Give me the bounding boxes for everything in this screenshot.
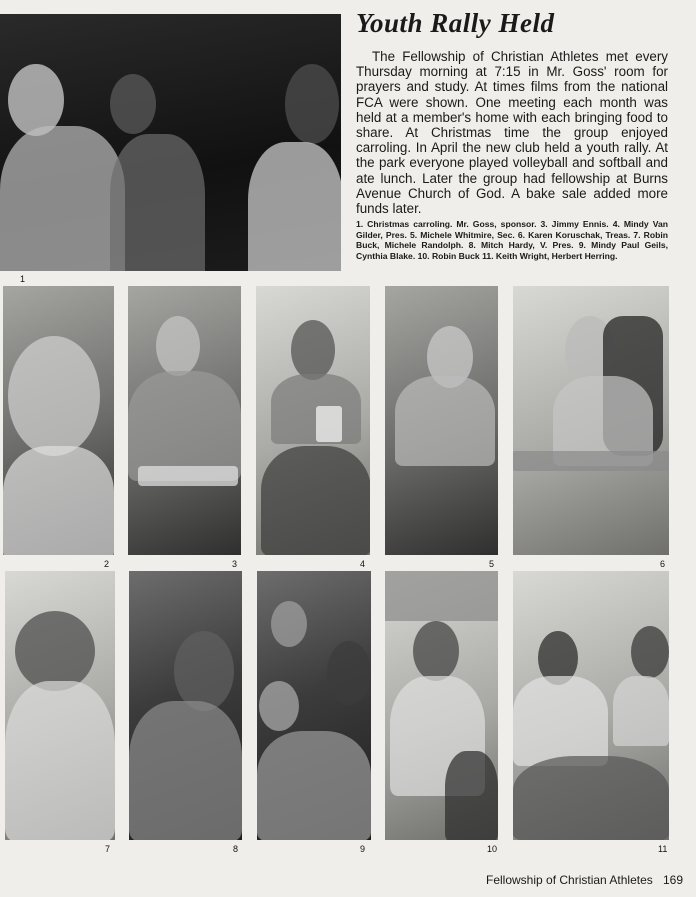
photo-1-number: 1: [20, 274, 26, 284]
photo-5: [385, 286, 498, 555]
photo-2: [3, 286, 114, 555]
photo-7: [5, 571, 115, 840]
photo-7-number: 7: [105, 844, 111, 854]
photo-3: [128, 286, 241, 555]
photo-1: [0, 14, 341, 271]
photo-11-number: 11: [658, 844, 668, 854]
photo-8: [129, 571, 242, 840]
photo-2-number: 2: [104, 559, 110, 569]
page-number: 169: [663, 873, 684, 887]
photo-9: [257, 571, 371, 840]
photo-4: [256, 286, 370, 555]
photo-10-number: 10: [487, 844, 498, 854]
photo-10: [385, 571, 498, 840]
photo-9-number: 9: [360, 844, 366, 854]
article-title: Youth Rally Held: [356, 8, 555, 38]
footer-section-label: Fellowship of Christian Athletes: [486, 873, 653, 887]
photo-caption: 1. Christmas carroling. Mr. Goss, sponsor. 3. Jimmy Ennis. 4. Mindy Van Gilder, Pres. 5. Michele Whitmire, Sec. 6. Karen Koruschak, Treas. 7. Robin Buck, Michele Randolph. 8. Mitch Hardy, V. Pres. 9. Mindy Paul Geils, Cynthia Blake. 10. Robin Buck 11. Keith Wright, Herbert Herring.: [356, 219, 668, 261]
article-body: The Fellowship of Christian Athletes met every Thursday morning at 7:15 in Mr. Goss' room for prayers and study. At times films from the national FCA were shown. One meeting each month was held at a member's home with each bringing food to share. At Christmas time the group enjoyed carroling. In April the new club held a youth rally. At the park everyone played volleyball and softball and ate lunch. Later the group had fellowship at Burns Avenue Church of God. A bake sale added more funds later.: [356, 49, 668, 217]
photo-3-number: 3: [232, 559, 238, 569]
photo-4-number: 4: [360, 559, 366, 569]
photo-6-number: 6: [660, 559, 666, 569]
photo-5-number: 5: [489, 559, 495, 569]
photo-6: [513, 286, 669, 555]
photo-11: [513, 571, 669, 840]
photo-8-number: 8: [233, 844, 239, 854]
